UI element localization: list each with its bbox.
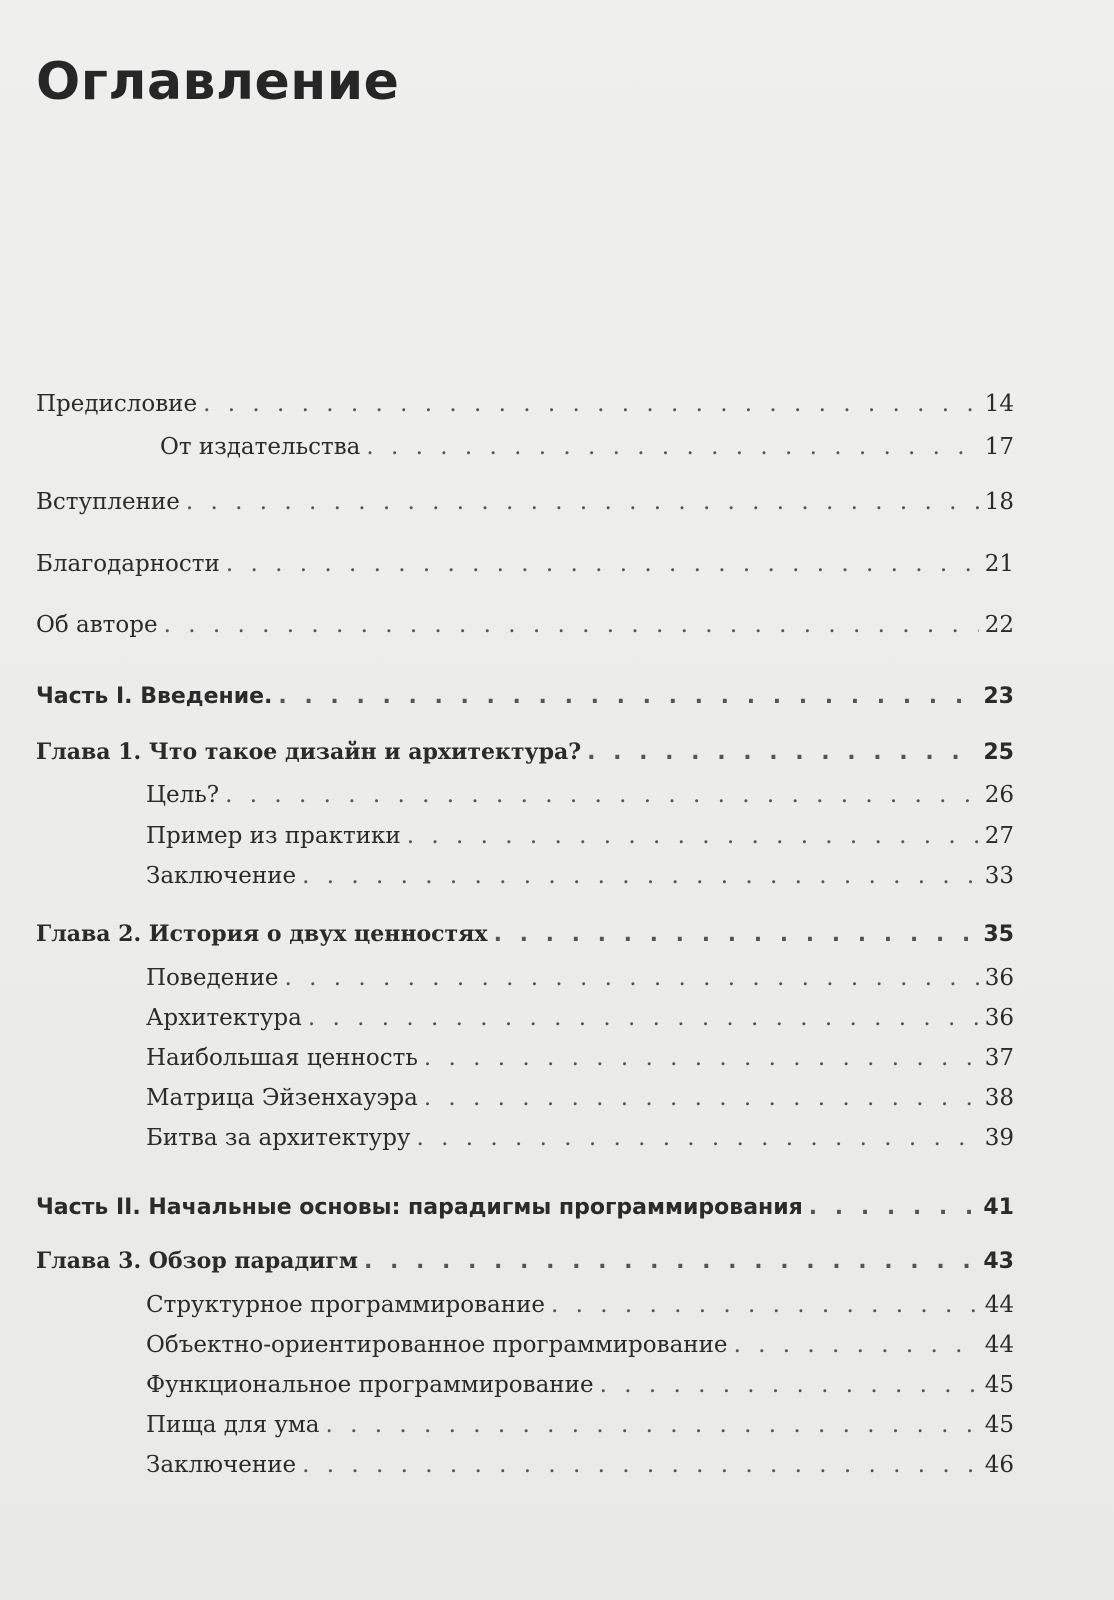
toc-entry-label: Поведение bbox=[146, 965, 279, 991]
dot-leader bbox=[225, 779, 979, 811]
toc-entry-page: 27 bbox=[984, 823, 1014, 849]
dot-leader bbox=[364, 1246, 977, 1278]
toc-part-entry bbox=[36, 1192, 1014, 1224]
toc-entry-page: 37 bbox=[984, 1045, 1014, 1071]
dot-leader bbox=[203, 388, 979, 420]
dot-leader bbox=[326, 1409, 979, 1441]
dot-leader bbox=[366, 431, 978, 463]
toc-entry-page: 45 bbox=[984, 1412, 1014, 1438]
toc-entry-label: Об авторе bbox=[36, 612, 158, 638]
toc-entry-label: Пример из практики bbox=[146, 823, 401, 849]
toc-entry-label: Архитектура bbox=[146, 1005, 302, 1031]
toc-entry bbox=[146, 1042, 1014, 1074]
toc-entry-page: 33 bbox=[984, 863, 1014, 889]
toc-entry-page: 41 bbox=[983, 1195, 1014, 1220]
toc-entry-label: Цель? bbox=[146, 782, 220, 808]
toc-entry-label: Объектно-ориентированное программирование bbox=[146, 1332, 728, 1358]
toc-entry-page: 35 bbox=[983, 922, 1014, 947]
dot-leader bbox=[308, 1002, 979, 1034]
toc-entry bbox=[146, 1449, 1014, 1481]
toc-entry-label: Наибольшая ценность bbox=[146, 1045, 418, 1071]
dot-leader bbox=[809, 1192, 978, 1224]
dot-leader bbox=[734, 1329, 979, 1361]
toc-entry-page: 43 bbox=[983, 1249, 1014, 1274]
dot-leader bbox=[416, 1122, 978, 1154]
toc-entry-label: Вступление bbox=[36, 489, 180, 515]
toc-entry bbox=[36, 486, 1014, 518]
toc-entry-label: Предисловие bbox=[36, 391, 198, 417]
toc-entry-label: Глава 1. Что такое дизайн и архитектура? bbox=[36, 739, 582, 765]
dot-leader bbox=[407, 820, 979, 852]
toc-entry-label: Пища для ума bbox=[146, 1412, 320, 1438]
toc-entry-page: 25 bbox=[983, 740, 1014, 765]
toc-part-entry bbox=[36, 681, 1014, 713]
toc-entry-page: 22 bbox=[984, 612, 1014, 638]
toc-entry-label: От издательства bbox=[160, 434, 361, 460]
toc-entry-page: 36 bbox=[984, 1005, 1014, 1031]
toc-chapter-entry bbox=[36, 918, 1014, 950]
page-title: Оглавление bbox=[36, 52, 400, 112]
dot-leader bbox=[424, 1042, 979, 1074]
toc-entry-label: Часть II. Начальные основы: парадигмы программирования bbox=[36, 1195, 803, 1220]
toc-entry bbox=[146, 962, 1014, 994]
toc-entry bbox=[146, 1409, 1014, 1441]
toc-entry bbox=[36, 388, 1014, 420]
toc-entry-page: 23 bbox=[983, 684, 1014, 709]
dot-leader bbox=[587, 737, 977, 769]
toc-entry bbox=[146, 1369, 1014, 1401]
dot-leader bbox=[164, 609, 979, 641]
dot-leader bbox=[494, 919, 978, 951]
toc-entry bbox=[146, 820, 1014, 852]
toc-entry-page: 26 bbox=[984, 782, 1014, 808]
toc-entry bbox=[146, 1122, 1014, 1154]
toc-entry-label: Заключение bbox=[146, 1452, 297, 1478]
toc-entry bbox=[146, 1329, 1014, 1361]
toc-entry bbox=[146, 1082, 1014, 1114]
toc-entry-page: 38 bbox=[984, 1085, 1014, 1111]
toc-entry bbox=[146, 860, 1014, 892]
toc-entry bbox=[146, 1289, 1014, 1321]
toc-entry-page: 39 bbox=[984, 1125, 1014, 1151]
toc-entry-page: 45 bbox=[984, 1372, 1014, 1398]
dot-leader bbox=[186, 486, 979, 518]
dot-leader bbox=[600, 1369, 979, 1401]
toc-entry-page: 18 bbox=[984, 489, 1014, 515]
toc-entry-page: 36 bbox=[984, 965, 1014, 991]
dot-leader bbox=[302, 860, 979, 892]
toc-chapter-entry bbox=[36, 1245, 1014, 1277]
toc-entry-label: Функциональное программирование bbox=[146, 1372, 594, 1398]
toc-entry bbox=[36, 609, 1014, 641]
dot-leader bbox=[424, 1082, 979, 1114]
dot-leader bbox=[226, 548, 979, 580]
toc-chapter-entry bbox=[36, 736, 1014, 768]
dot-leader bbox=[302, 1449, 979, 1481]
toc-entry-label: Часть I. Введение. bbox=[36, 684, 273, 709]
toc-entry-page: 44 bbox=[984, 1292, 1014, 1318]
toc-entry-page: 14 bbox=[984, 391, 1014, 417]
toc-entry-page: 17 bbox=[984, 434, 1014, 460]
toc-entry-label: Глава 3. Обзор парадигм bbox=[36, 1248, 358, 1274]
toc-entry-label: Матрица Эйзенхауэра bbox=[146, 1085, 418, 1111]
toc-entry bbox=[146, 1002, 1014, 1034]
toc-entry-label: Глава 2. История о двух ценностях bbox=[36, 921, 488, 947]
toc-entry-label: Битва за архитектуру bbox=[146, 1125, 411, 1151]
toc-entry bbox=[160, 431, 1014, 463]
toc-entry bbox=[36, 548, 1014, 580]
toc-entry-label: Благодарности bbox=[36, 551, 220, 577]
toc-entry bbox=[146, 779, 1014, 811]
toc-entry-label: Структурное программирование bbox=[146, 1292, 546, 1318]
toc-entry-page: 46 bbox=[984, 1452, 1014, 1478]
toc-entry-page: 44 bbox=[984, 1332, 1014, 1358]
dot-leader bbox=[551, 1289, 979, 1321]
dot-leader bbox=[285, 962, 979, 994]
toc-entry-label: Заключение bbox=[146, 863, 297, 889]
toc-entry-page: 21 bbox=[984, 551, 1014, 577]
dot-leader bbox=[278, 681, 977, 713]
